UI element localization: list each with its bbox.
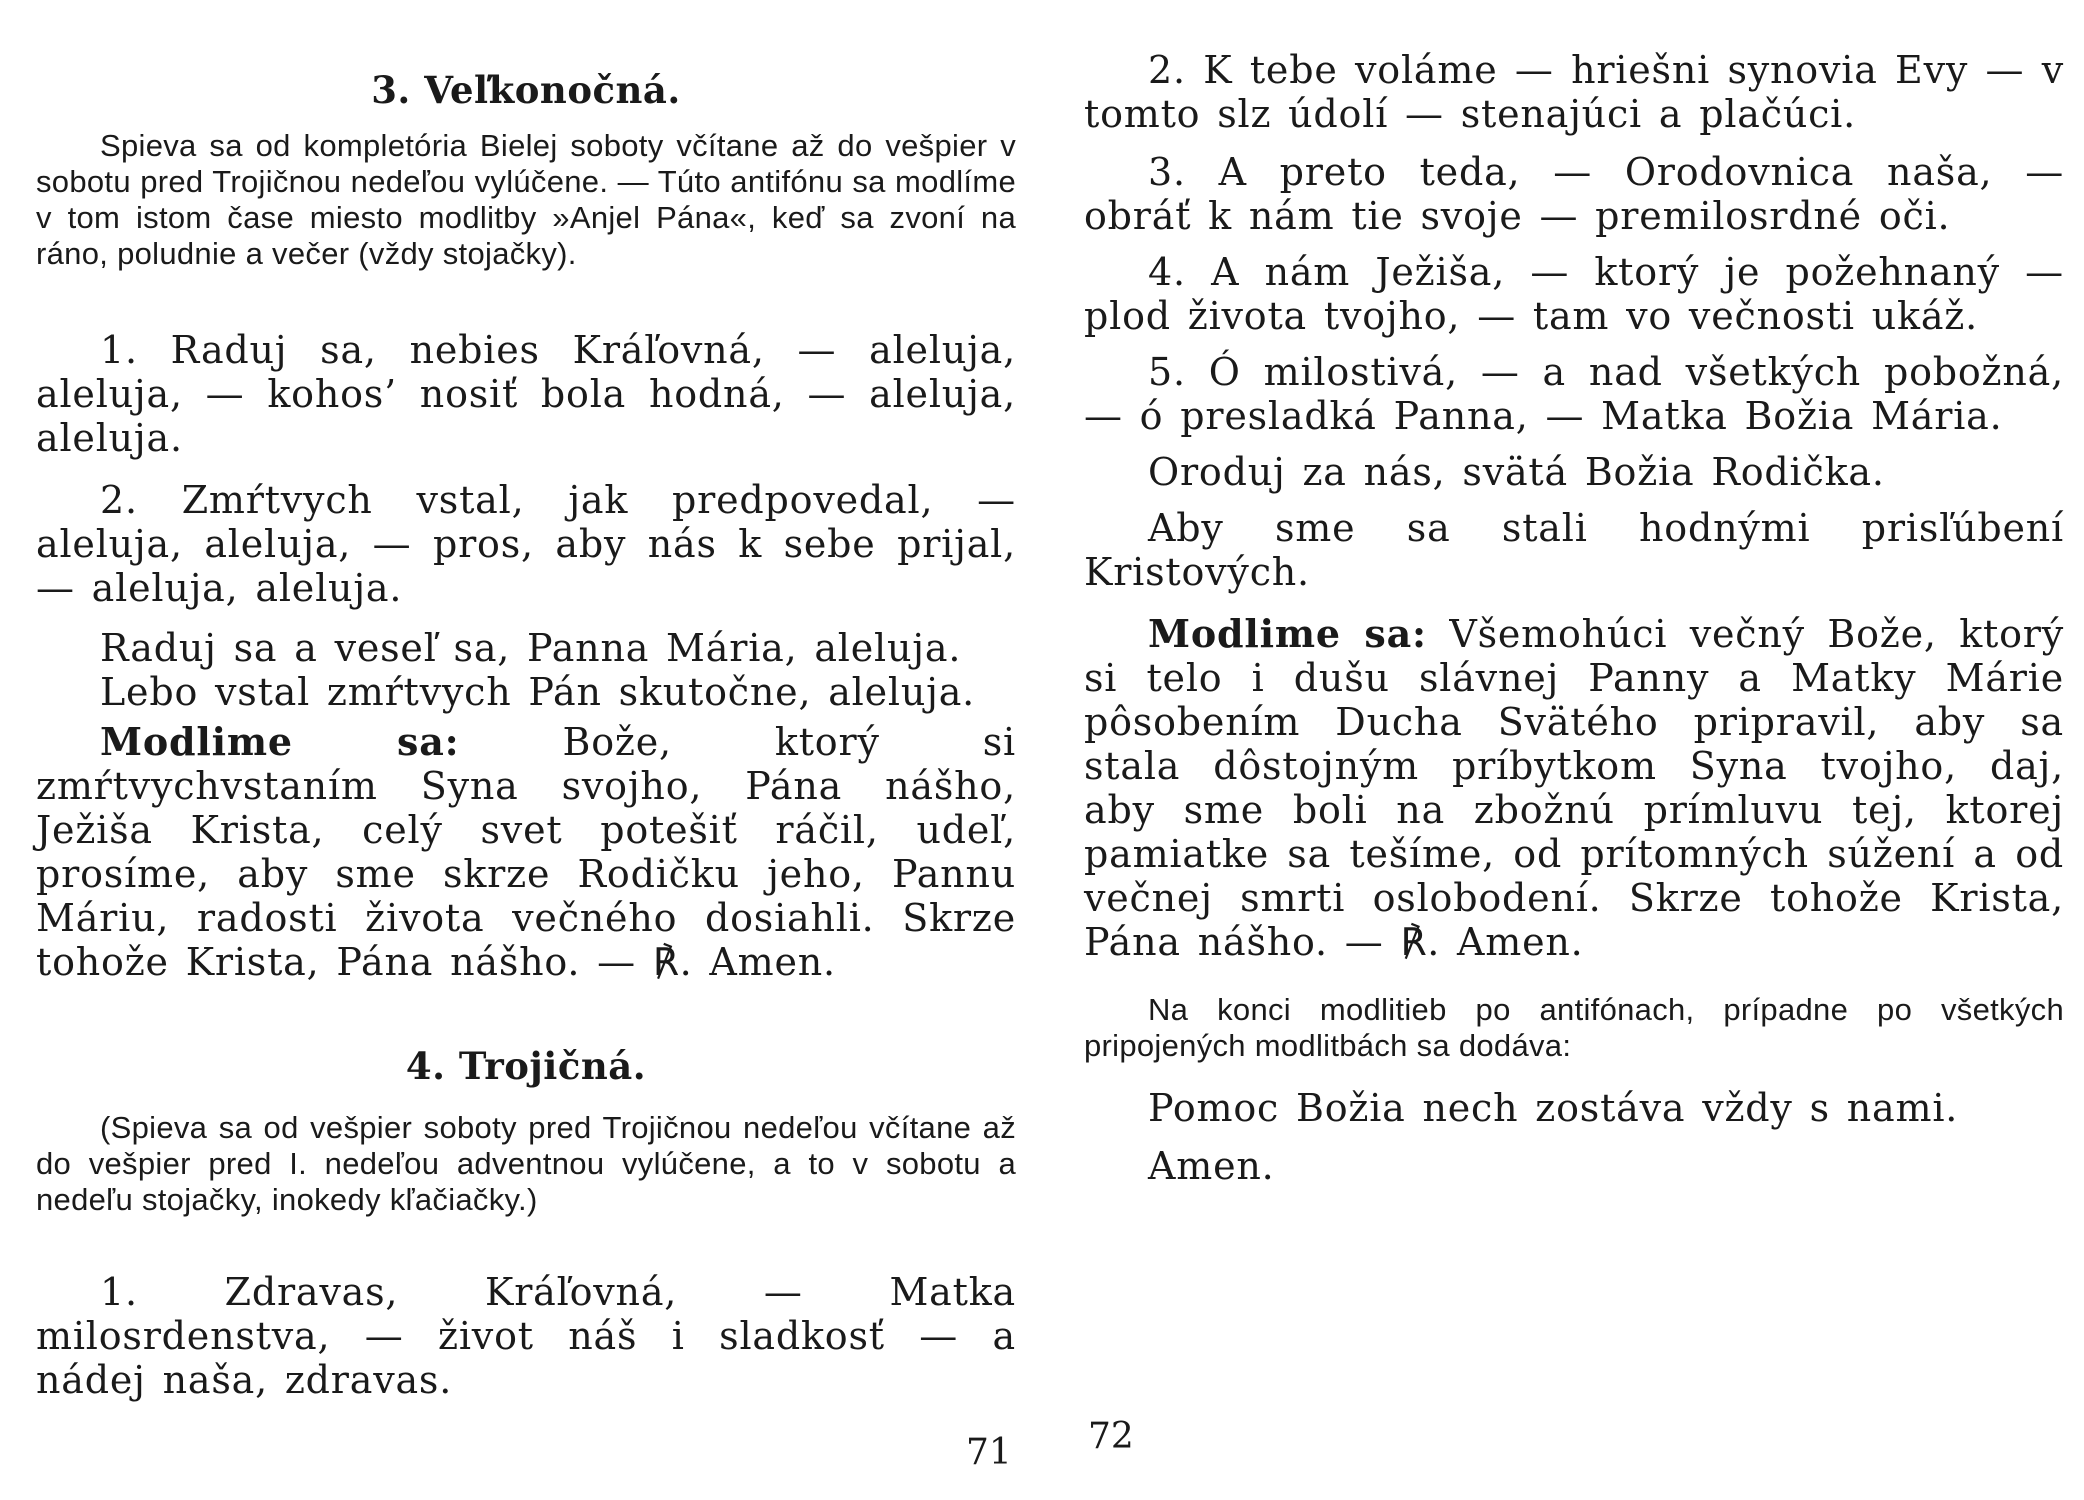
section-3-note: Spieva sa od kompletória Bielej soboty včítane až do vešpier v sobotu pred Trojičnou nedeľou vylúčene. — Túto antifónu sa modlíme v tom istom čase miesto modlitby »Anjel Pána«, keď sa zvoní na ráno, poludnie a večer (vždy stojačky).: [36, 128, 1016, 271]
right-page: [1084, 0, 2064, 1500]
prayer-lead: Modlime sa:: [1148, 611, 1427, 656]
page-number: 72: [1088, 1416, 1134, 1457]
verse-5: 5. Ó milostivá, — a nad všetkých pobožná, — ó presladká Panna, — Matka Božia Mária.: [1084, 350, 2064, 438]
verse-3: 3. A preto teda, — Orodovnica naša, — obráť k nám tie svoje — premilosrdné oči.: [1084, 150, 2064, 238]
section-3-verse-1: 1. Raduj sa, nebies Kráľovná, — aleluja, aleluja, — kohos’ nosiť bola hodná, — aleluja, aleluja.: [36, 328, 1016, 460]
versicle: Oroduj za nás, svätá Božia Rodička.: [1148, 450, 1885, 494]
section-4-title: 4. Trojičná.: [405, 1044, 647, 1088]
section-3-versicle: Raduj sa a veseľ sa, Panna Mária, aleluja.: [100, 626, 962, 670]
section-4-note: (Spieva sa od vešpier soboty pred Trojičnou nedeľou včítane až do vešpier pred I. nedeľou adventnou vylúčene, a to v sobotu a nedeľu stojačky, inokedy kľačiačky.): [36, 1110, 1016, 1217]
closing-line: Pomoc Božia nech zostáva vždy s nami.: [1148, 1086, 1959, 1130]
section-3-verse-2: 2. Zmŕtvych vstal, jak predpovedal, — aleluja, aleluja, — pros, aby nás k sebe prijal, — aleluja, aleluja.: [36, 478, 1016, 610]
section-3-title: 3. Veľkonočná.: [371, 68, 681, 112]
verse-2: 2. K tebe voláme — hriešni synovia Evy — v tomto slz údolí — stenajúci a plačúci.: [1084, 48, 2064, 136]
prayer-lead: Modlime sa:: [100, 719, 460, 764]
page-number: 71: [966, 1432, 1012, 1473]
concluding-note: Na konci modlitieb po antifónach, prípadne po všetkých pripojených modlitbách sa dodáva:: [1084, 992, 2064, 1063]
prayer-text: Bože, ktorý si zmŕtvychvstaním Syna svojho, Pána nášho, Ježiša Krista, celý svet potešiť ráčil, udeľ, prosíme, aby sme skrze Rodičku jeho, Pannu Máriu, radosti života večného dosiahli. Skrze tohože Krista, Pána nášho. — ℟. Amen.: [36, 720, 1017, 984]
prayer-text: Všemohúci večný Bože, ktorý si telo i dušu slávnej Panny a Matky Márie pôsobením Ducha Svätého pripravil, aby sa stala dôstojným príbytkom Syna tvojho, daj, aby sme boli na zbožnú prímluvu tej, ktorej pamiatke sa tešíme, od prítomných súžení a od večnej smrti oslobodení. Skrze tohože Krista, Pána nášho. — ℟. Amen.: [1084, 612, 2064, 964]
section-3-prayer: [36, 720, 1016, 984]
left-page: [36, 0, 1016, 1500]
response: Aby sme sa stali hodnými prisľúbení Kristových.: [1084, 506, 2064, 594]
closing-amen: Amen.: [1148, 1144, 1275, 1188]
section-4-verse-1: 1. Zdravas, Kráľovná, — Matka milosrdenstva, — život náš i sladkosť — a nádej naša, zdravas.: [36, 1270, 1016, 1402]
closing-prayer: [1084, 612, 2064, 964]
verse-4: 4. A nám Ježiša, — ktorý je požehnaný — plod života tvojho, — tam vo večnosti ukáž.: [1084, 250, 2064, 338]
section-3-response: Lebo vstal zmŕtvych Pán skutočne, aleluja.: [100, 670, 976, 714]
